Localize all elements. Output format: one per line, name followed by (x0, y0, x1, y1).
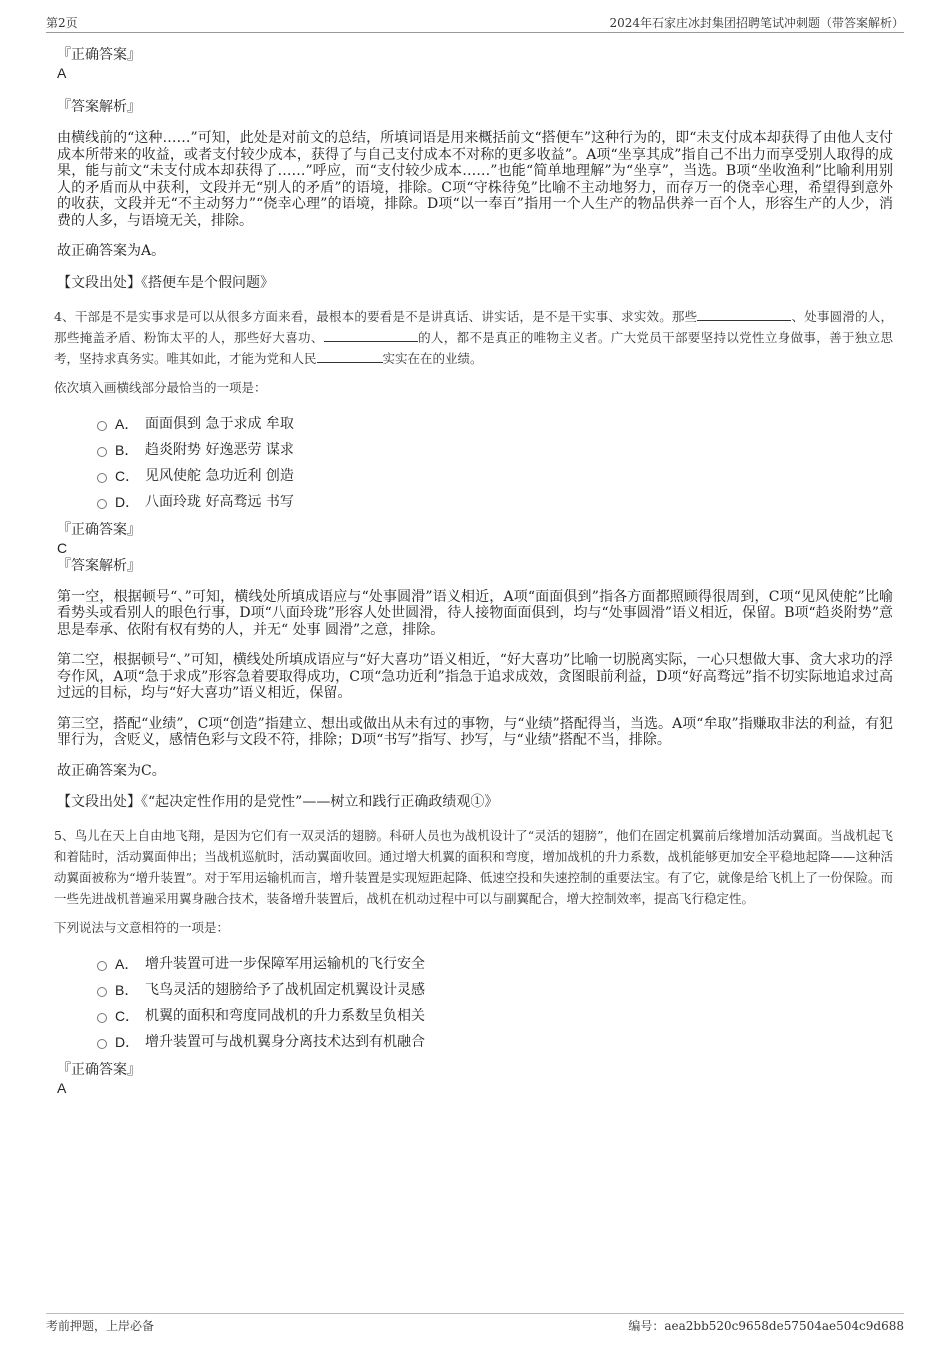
option-c[interactable]: C． 机翼的面积和弯度同战机的升力系数呈负相关 (57, 1003, 893, 1029)
option-a[interactable]: A． 面面俱到 急于求成 牟取 (57, 411, 893, 437)
fill-blank-1 (697, 308, 791, 321)
radio-button-icon[interactable] (97, 447, 107, 457)
page-footer (46, 1313, 904, 1335)
option-c[interactable]: C． 见风使舵 急功近利 创造 (57, 463, 893, 489)
conclusion-text: 故正确答案为A。 (57, 243, 166, 259)
option-d[interactable]: D． 八面玲珑 好高骛远 书写 (57, 489, 893, 515)
option-a[interactable]: A． 增升装置可进一步保障军用运输机的飞行安全 (57, 951, 893, 977)
option-b[interactable]: B． 飞鸟灵活的翅膀给予了战机固定机翼设计灵感 (57, 977, 893, 1003)
correct-answer-value: C (57, 539, 68, 556)
analysis-paragraph: 第三空，搭配“业绩”，C项“创造”指建立、想出或做出从未有过的事物，与“业绩”搭配得当，当选。A项“牟取”指赚取非法的利益，有犯罪行为，含贬义，感情色彩与文段不符，排除；D项“书写”指写、抄写，与“业绩”搭配不当，排除。 (57, 715, 893, 748)
fill-blank-2 (324, 329, 418, 342)
analysis-text: 由横线前的“这种……”可知，此处是对前文的总结，所填词语是用来概括前文“搭便车”这种行为的，即“未支付成本却获得了由他人支付成本所带来的收益，或者支付较少成本，获得了与自己支付成本不对称的更多收益”。A项“坐享其成”指自己不出力而享受别人取得的成果，能与前文“未支付成本却获得了……”呼应，而“支付较少成本……”也能“简单地理解”为“坐享”，当选。B项“坐收渔利”比喻利用别人的矛盾而从中获利，文段并无“别人的矛盾”的语境，排除。C项“守株待兔”比喻不主动地努力，而存万一的侥幸心理，希望得到意外的收获，文段并无“不主动努力”“侥幸心理”的语境，排除。D项“以一奉百”指用一个人生产的物品供养一百个人，形容生产的人少，消费的人多，与语境无关，排除。 (57, 130, 893, 229)
footer-slogan: 考前押题，上岸必备 (46, 1319, 155, 1333)
source-title: 《“起决定性作用的是党性”——树立和践行正确政绩观①》 (141, 794, 499, 810)
correct-answer-label: 『正确答案』 (57, 47, 141, 63)
radio-button-icon[interactable] (97, 1039, 107, 1049)
source-line (57, 274, 893, 292)
option-d[interactable]: D． 增升装置可与战机翼身分离技术达到有机融合 (57, 1029, 893, 1055)
page-header (46, 14, 904, 33)
page-number: 第2页 (46, 16, 78, 30)
analysis-paragraph: 第二空，根据顿号“、”可知，横线处所填成语应与“好大喜功”语义相近，“好大喜功”比喻一切脱离实际，一心只想做大事、贪大求功的浮夸作风，A项“急于求成”形容急着要取得成功，C项“急功近利”指急于追求成效，贪图眼前利益，D项“好高骛远”指不切实际地追求过高过远的目标，均与“好大喜功”语义相近，保留。 (57, 652, 893, 701)
correct-answer-value: A (57, 1080, 67, 1096)
option-b[interactable]: B． 趋炎附势 好逸恶劳 谋求 (57, 437, 893, 463)
question-stem: 5、鸟儿在天上自由地飞翔，是因为它们有一双灵活的翅膀。科研人员也为战机设计了“灵活的翅膀”，他们在固定机翼前后缘增加活动翼面。当战机起飞和着陆时，活动翼面伸出；当战机巡航时，活动翼面收回。通过增大机翼的面积和弯度，增加战机的升力系数，战机能够更加安全平稳地起降——这种活动翼面被称为“增升装置”。对于军用运输机而言，增升装置是实现短距起降、低速空投和失速控制的重要法宝。有了它，就像是给飞机上了一份保险。而一些先进战机普遍采用翼身融合技术，装备增升装置后，战机在机动过程中可以与副翼配合，增大控制效率，提高飞行稳定性。 (54, 828, 893, 906)
document-code: 编号：aea2bb520c9658de57504ae504c9d688 (628, 1319, 904, 1333)
radio-button-icon[interactable] (97, 499, 107, 509)
question-stem: 4、干部是不是实事求是可以从很多方面来看，最根本的要看是不是讲真话、讲实话，是不是干实事、求实效。那些 、处事圆滑的人，那些掩盖矛盾、粉饰太平的人，那些好大喜功、 的人，都不是真正的唯物主义者。广大党员干部要坚持以党性立身做事，善于独立思考，坚持求真务实。唯其如此，才能为党和人民 实实在在的业绩。 (54, 308, 893, 366)
conclusion-text: 故正确答案为C。 (57, 762, 166, 779)
question-prompt: 下列说法与文意相符的一项是： (54, 920, 230, 935)
correct-answer-label: 『正确答案』 (57, 521, 141, 538)
correct-answer-value: A (57, 65, 67, 81)
radio-button-icon[interactable] (97, 473, 107, 483)
radio-button-icon[interactable] (97, 1013, 107, 1023)
radio-button-icon[interactable] (97, 961, 107, 971)
fill-blank-3 (317, 350, 383, 363)
analysis-label: 『答案解析』 (57, 99, 141, 115)
radio-button-icon[interactable] (97, 421, 107, 431)
source-line (57, 793, 893, 811)
correct-answer-label: 『正确答案』 (57, 1062, 141, 1078)
source-label: 【文段出处】 (57, 794, 141, 810)
question-prompt: 依次填入画横线部分最恰当的一项是： (54, 379, 267, 395)
document-title: 2024年石家庄冰封集团招聘笔试冲刺题（带答案解析） (609, 16, 904, 30)
page-content (54, 46, 893, 1097)
source-title: 《搭便车是个假问题》 (141, 274, 274, 291)
source-label: 【文段出处】 (57, 274, 141, 291)
radio-button-icon[interactable] (97, 987, 107, 997)
analysis-label: 『答案解析』 (57, 557, 141, 574)
analysis-paragraph: 第一空，根据顿号“、”可知，横线处所填成语应与“处事圆滑”语义相近，A项“面面俱到”指各方面都照顾得很周到，C项“见风使舵”比喻看势头或看别人的眼色行事，D项“八面玲珑”形容人处世圆滑，待人接物面面俱到，均与“处事圆滑”语义相近，保留。B项“趋炎附势”意思是奉承、依附有权有势的人，并无“ 处事 圆滑”之意，排除。 (57, 588, 893, 638)
